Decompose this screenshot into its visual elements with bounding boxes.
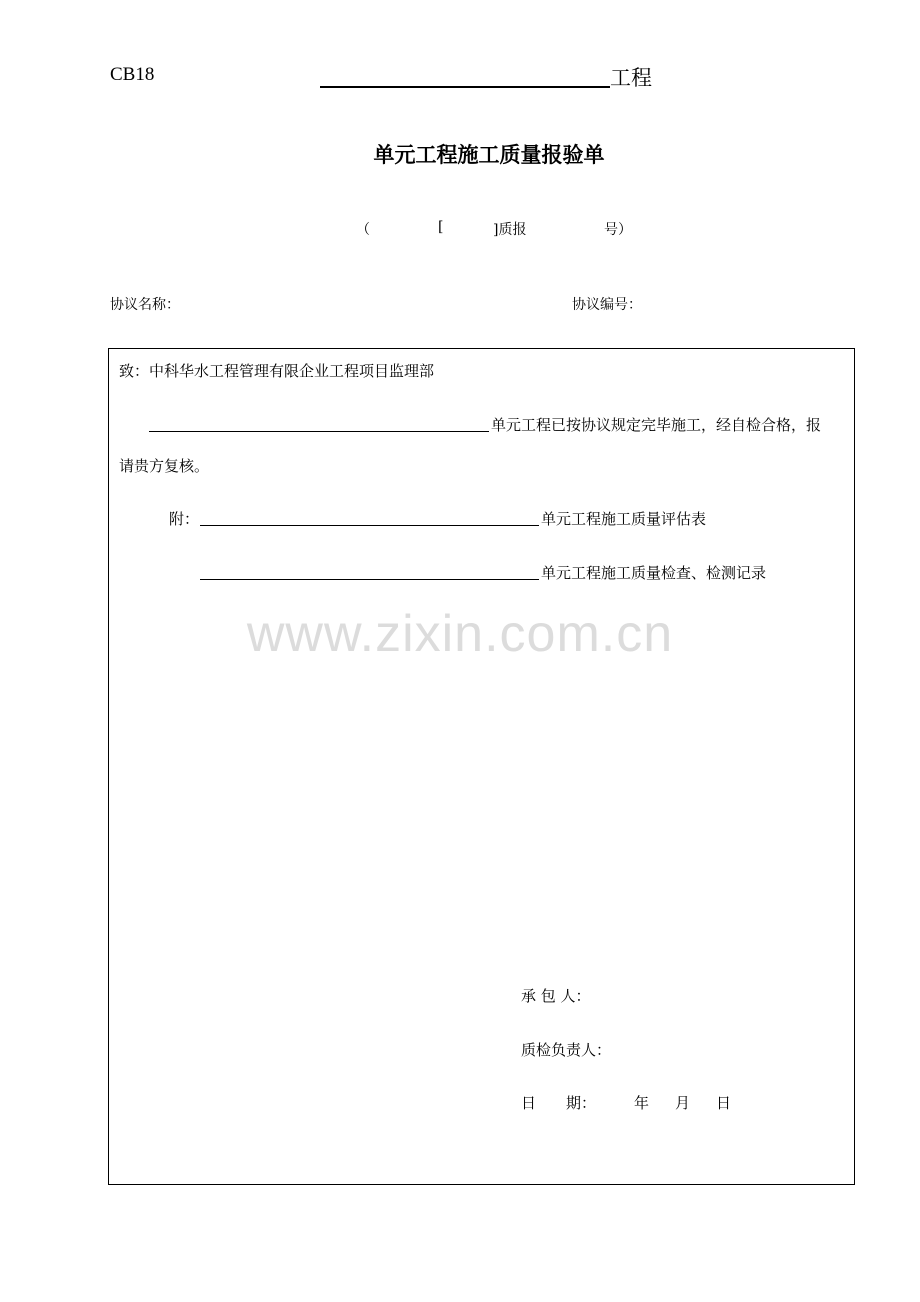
project-suffix: 工程 [610, 66, 652, 90]
date-label: 日 期： [521, 1094, 597, 1112]
form-code: CB18 [110, 64, 155, 85]
page-title: 单元工程施工质量报验单 [373, 143, 605, 167]
addressee: 致：中科华水工程管理有限企业工程项目监理部 [119, 362, 435, 380]
contract-no-label: 协议编号： [572, 297, 642, 313]
report-no-quality-label: ]质报 [493, 222, 527, 238]
date-day: 日 [716, 1094, 732, 1112]
inspector-label: 质检负责人： [521, 1041, 612, 1059]
attach-label: 附： [169, 510, 200, 528]
report-no-number-label: 号） [604, 222, 632, 238]
report-no-open-bracket: [ [438, 219, 444, 235]
attachment-2: 单元工程施工质量检查、检测记录 [541, 564, 767, 582]
attachment-1-blank [200, 525, 539, 526]
unit-name-blank [149, 431, 489, 432]
watermark: www.zixin.com.cn [246, 605, 674, 663]
project-name-blank [320, 86, 610, 88]
report-no-open-paren: （ [356, 222, 370, 238]
contractor-label: 承 包 人： [521, 987, 591, 1005]
form-box [108, 348, 855, 1185]
attachment-1: 单元工程施工质量评估表 [541, 510, 707, 528]
date-month: 月 [675, 1094, 691, 1112]
date-year: 年 [634, 1094, 650, 1112]
statement-line-1: 单元工程已按协议规定完毕施工，经自检合格，报 [491, 416, 822, 434]
contract-name-label: 协议名称： [110, 297, 180, 313]
attachment-2-blank [200, 579, 539, 580]
statement-line-2: 请贵方复核。 [119, 457, 210, 475]
